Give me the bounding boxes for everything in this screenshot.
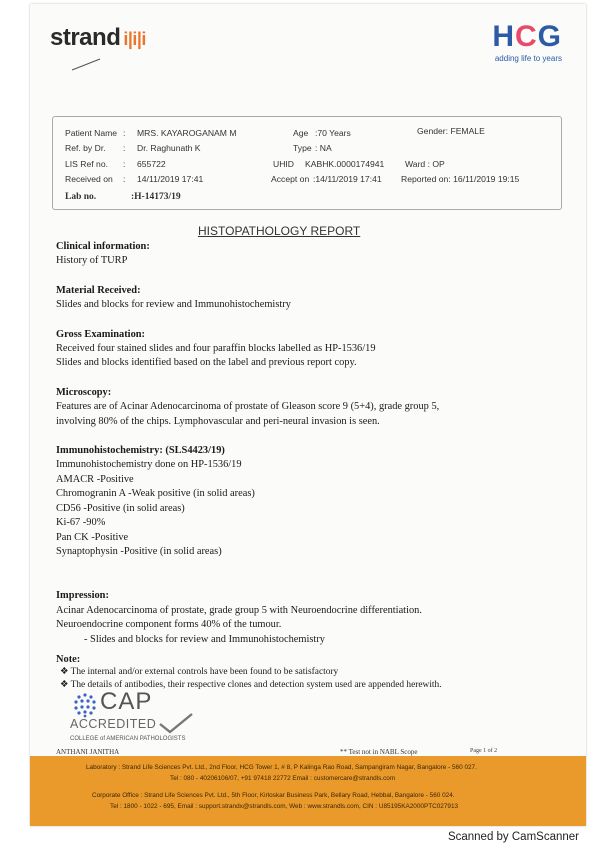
material-heading: Material Received: [56,284,141,296]
note-heading: Note: [56,654,81,665]
impression-heading: Impression: [56,590,109,602]
strand-logo-bars: i|i|i [123,29,146,49]
ihc-line: Chromogranin A -Weak positive (in solid areas) [56,488,255,500]
lab-address: Laboratory : Strand Life Sciences Pvt. Ltd., 2nd Floor, HCG Tower 1, # 8, P Kalinga Rao Road, Sampangiram Nagar, Bangalore - 560 027. [86,764,477,771]
checkmark-icon [158,712,194,734]
gross-heading: Gross Examination: [56,328,146,340]
corporate-contact: Tel : 1800 - 1022 - 695, Email : support.strandx@strandls.com, Web : www.strandls.com, CIN : U85195KA2000PTC027913 [110,803,459,810]
ref-label: Ref. by Dr. [65,143,106,153]
gender: Gender: FEMALE [417,126,485,136]
page-number: Page 1 of 2 [470,748,498,754]
impression-line: Acinar Adenocarcinoma of prostate, grade group 5 with Neuroendocrine differentiation. [56,604,422,616]
age-value: :70 Years [315,128,351,138]
ihc-heading: Immunohistochemistry: (SLS4423/19) [56,445,225,457]
uhid-value: KABHK.0000174941 [305,159,385,169]
bullet-icon: ❖ [60,679,69,690]
type-label: Type [293,143,312,153]
note-line: ❖ The internal and/or external controls have been found to be satisfactory [60,667,339,678]
bullet-icon: ❖ [60,667,69,678]
strand-logo: strand i|i|i [50,24,146,51]
lab-number: :H-14173/19 [131,192,181,202]
impression-line: Neuroendocrine component forms 40% of the tumour. [56,619,282,631]
cap-dots-icon [72,692,98,718]
footer-band [30,756,586,826]
hcg-tagline: adding life to years [494,54,562,63]
patient-details-box [52,116,562,210]
hcg-logo: HCG [492,20,562,53]
accept-on: :14/11/2019 17:41 [313,174,382,184]
note-line: ❖ The details of antibodies, their respective clones and detection system used are appended herewith. [60,679,442,690]
colon: : [123,128,126,138]
ihc-line: Immunohistochemistry done on HP-1536/19 [56,459,242,471]
colon: : [123,143,126,153]
cap-college-text: COLLEGE of AMERICAN PATHOLOGISTS [70,736,186,742]
clinical-text: History of TURP [56,255,128,267]
gross-line: Received four stained slides and four paraffin blocks labelled as HP-1536/19 [56,343,376,355]
signature-mark [70,54,110,74]
lab-contact: Tel : 080 - 40206106/07, +91 97418 22772 Email : customercare@strandls.com [170,775,396,782]
type-value: : NA [315,143,332,153]
patient-name-label: Patient Name [65,128,118,138]
patient-name: MRS. KAYAROGANAM M [137,128,237,138]
cap-logo-text: CAP [100,688,153,715]
lis-ref: 655722 [137,159,166,169]
nabl-note: ** Test not in NABL Scope [340,748,418,756]
accept-label: Accept on [271,174,310,184]
lis-label: LIS Ref no. [65,159,108,169]
uhid-label: UHID [273,159,295,169]
cap-accreditation [70,688,270,748]
ihc-line: Pan CK -Positive [56,531,129,543]
clinical-heading: Clinical information: [56,241,150,252]
camscanner-watermark: Scanned by CamScanner [447,831,579,843]
report-sheet [30,4,586,826]
corporate-address: Corporate Office : Strand Life Sciences Pvt. Ltd., 5th Floor, Kirloskar Business Park, Bellary Road, Hebbal, Bangalore - 560 024. [92,792,455,799]
reported-on: Reported on: 16/11/2019 19:15 [401,174,520,184]
gross-line: Slides and blocks identified based on the label and previous report copy. [56,357,357,369]
material-text: Slides and blocks for review and Immunohistochemistry [56,299,291,311]
microscopy-heading: Microscopy: [56,386,112,398]
ihc-line: CD56 -Positive (in solid areas) [56,502,185,514]
age-label: Age [293,128,309,138]
referring-doctor: Dr. Raghunath K [137,143,201,153]
colon: : [123,174,126,184]
microscopy-line: involving 80% of the chips. Lymphovascular and peri-neural invasion is seen. [56,415,380,427]
report-title: HISTOPATHOLOGY REPORT [198,224,361,238]
ihc-line: Ki-67 -90% [56,517,106,529]
notes-section [56,654,556,691]
ward: Ward : OP [405,159,445,169]
ihc-line: AMACR -Positive [56,473,134,485]
impression-line: - Slides and blocks for review and Immunohistochemistry [84,633,325,645]
received-on: 14/11/2019 17:41 [137,174,204,184]
report-body [56,240,556,647]
received-label: Received on [65,174,113,184]
microscopy-line: Features are of Acinar Adenocarcinoma of prostate of Gleason score 9 (5+4), grade group 5, [56,401,440,413]
colon: : [123,159,126,169]
ihc-line: Synaptophysin -Positive (in solid areas) [56,545,222,557]
cap-accredited-text: ACCREDITED [70,717,157,731]
lab-label: Lab no. [65,192,97,202]
signatory-name: ANTHANI JANITHA [56,748,120,756]
